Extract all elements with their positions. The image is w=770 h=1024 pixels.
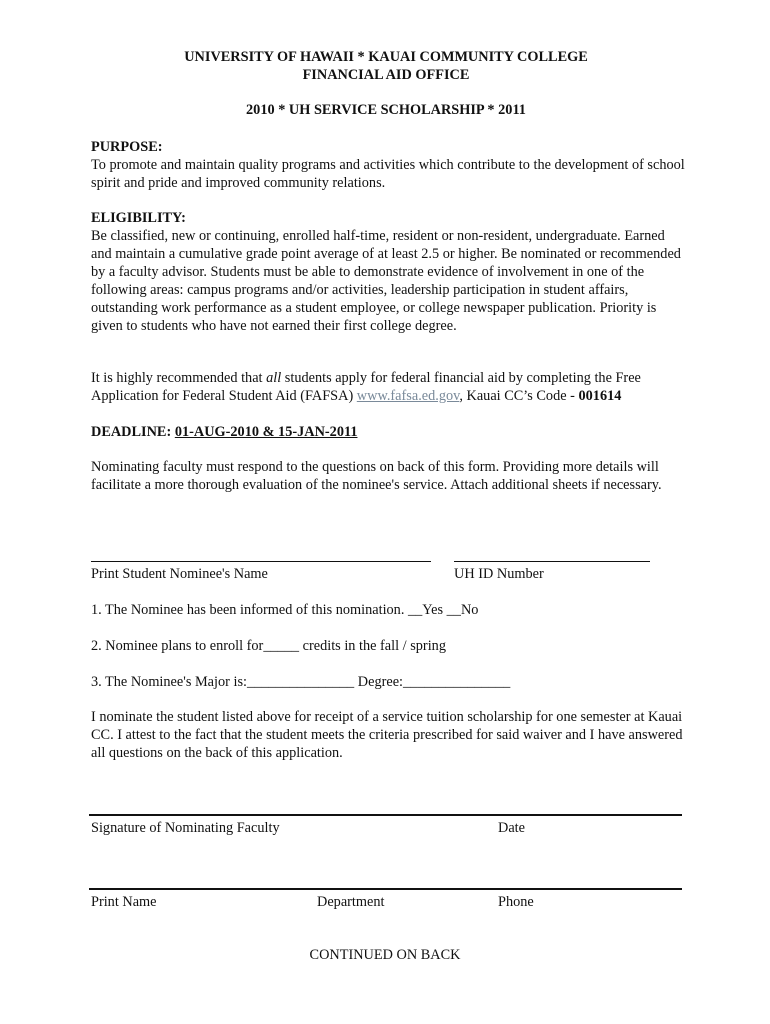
eligibility-section — [91, 209, 687, 335]
purpose-section — [91, 138, 687, 192]
question-1[interactable]: 1. The Nominee has been informed of this nomination. __Yes __No — [91, 602, 479, 618]
question-3[interactable]: 3. The Nominee's Major is:_______________ Degree:_______________ — [91, 674, 511, 690]
department-label: Department — [317, 894, 385, 910]
eligibility-text: Be classified, new or continuing, enrolled half-time, resident or non-resident, undergraduate. Earned and maintain a cumulative grade point average of at least 2.5 or higher. Be nominated or recommended by a faculty advisor. Students must be able to demonstrate evidence of involvement in one of the following areas: campus programs and/or activities, leadership participation in student affairs, outstanding work performance as a student employee, or college newspaper publication. Priority is given to students who have not earned their first college degree. — [91, 228, 681, 334]
deadline-dates: 01-AUG-2010 & 15-JAN-2011 — [174, 424, 358, 440]
uh-id-label: UH ID Number — [454, 566, 544, 582]
student-name-line[interactable] — [91, 561, 431, 562]
fafsa-pre: It is highly recommended that — [91, 370, 267, 386]
office-title: FINANCIAL AID OFFICE — [302, 67, 470, 83]
continued-footer: CONTINUED ON BACK — [309, 947, 461, 963]
fafsa-link[interactable]: www.fafsa.ed.gov — [356, 388, 460, 404]
signature-line[interactable] — [89, 814, 682, 816]
question-2[interactable]: 2. Nominee plans to enroll for_____ credits in the fall / spring — [91, 638, 446, 654]
uh-id-line[interactable] — [454, 561, 650, 562]
phone-label: Phone — [498, 894, 534, 910]
student-name-label: Print Student Nominee's Name — [91, 566, 268, 582]
university-title: UNIVERSITY OF HAWAII * KAUAI COMMUNITY COLLEGE — [184, 49, 588, 65]
school-code: 001614 — [578, 388, 622, 404]
instructions-text: Nominating faculty must respond to the questions on back of this form. Providing more details will facilitate a more thorough evaluation of the nominee's service. Attach additional sheets if necessary. — [91, 459, 662, 493]
print-name-label: Print Name — [91, 894, 157, 910]
deadline — [91, 423, 687, 441]
fafsa-emphasis: all — [266, 370, 282, 386]
fafsa-mid: students apply for federal financial aid by completing the Free Application for Federal Student Aid (FAFSA) — [91, 370, 641, 404]
signature-label: Signature of Nominating Faculty — [91, 820, 280, 836]
print-name-line[interactable] — [89, 888, 682, 890]
purpose-text: To promote and maintain quality programs and activities which contribute to the development of school spirit and pride and improved community relations. — [91, 157, 685, 191]
date-label: Date — [498, 820, 525, 836]
scholarship-title: 2010 * UH SERVICE SCHOLARSHIP * 2011 — [246, 102, 526, 118]
fafsa-post: , Kauai CC’s Code - — [459, 388, 579, 404]
eligibility-heading: ELIGIBILITY: — [91, 210, 186, 226]
fafsa-paragraph — [91, 369, 687, 405]
attestation-text: I nominate the student listed above for receipt of a service tuition scholarship for one semester at Kauai CC. I attest to the fact that the student meets the criteria prescribed for said waiver and I have answered all questions on the back of this application. — [91, 709, 683, 761]
purpose-heading: PURPOSE: — [91, 139, 163, 155]
deadline-label: DEADLINE: — [91, 424, 175, 440]
